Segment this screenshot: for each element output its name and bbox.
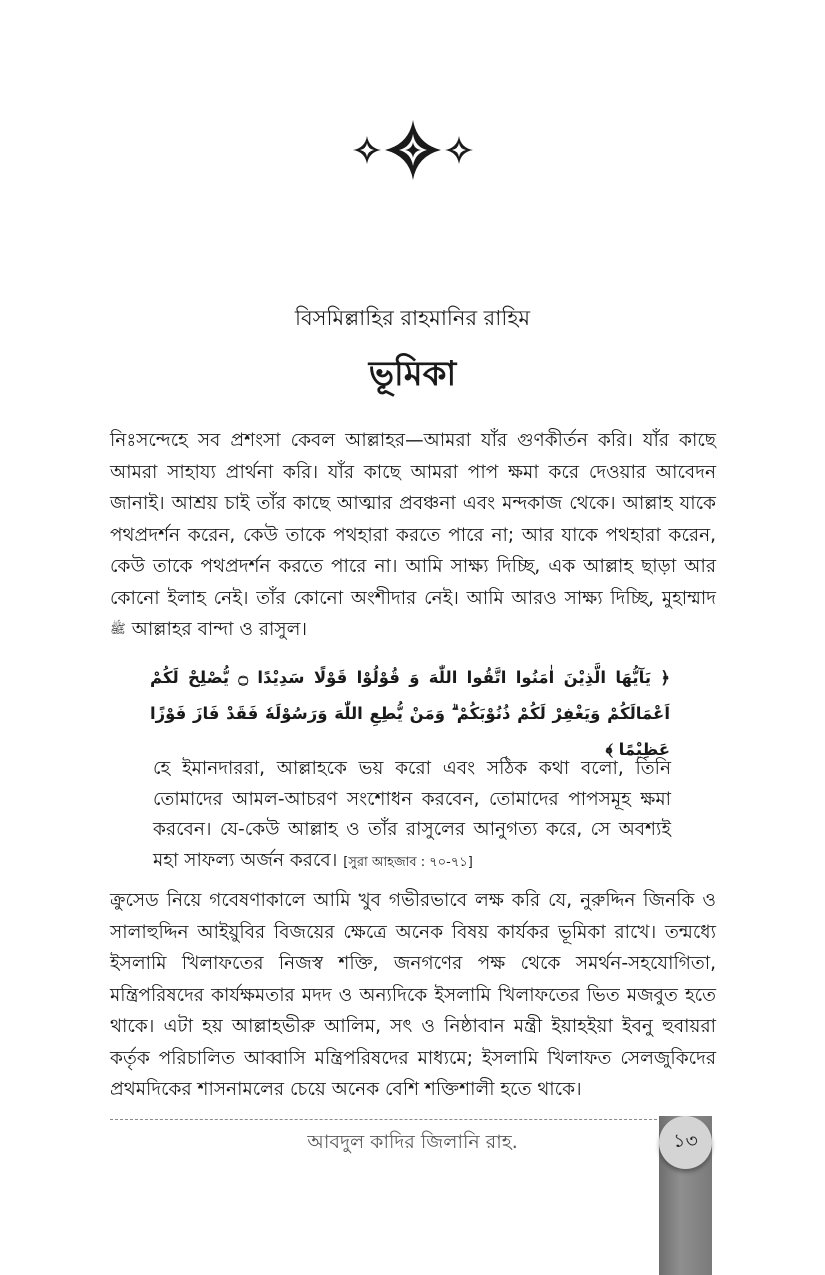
research-paragraph: ক্রুসেড নিয়ে গবেষণাকালে আমি খুব গভীরভাবে লক্ষ করি যে, নুরুদ্দিন জিনকি ও সালাহুদ্দিন আইয়ুবির বিজয়ের ক্ষেত্রে অনেক বিষয় কার্যকর ভূমিকা রাখে। তন্মধ্যে ইসলামি খিলাফতের নিজস্ব শক্তি, জনগণের পক্ষ থেকে সমর্থন-সহযোগিতা, মন্ত্রিপরিষদের কার্যক্ষমতার মদদ ও অন্যদিকে ইসলামি খিলাফতের ভিত মজবুত হতে থাকে। এটা হয় আল্লাহভীরু আলিম, সৎ ও নিষ্ঠাবান মন্ত্রী ইয়াহইয়া ইবনু হুবায়রা কর্তৃক পরিচালিত আব্বাসি মন্ত্রিপরিষদের মাধ্যমে; ইসলামি খিলাফত সেলজুকিদের প্রথমদিকের শাসনামলের চেয়ে অনেক বেশি শক্তিশালী হতে থাকে। bbox=[110, 890, 716, 1100]
arabic-verse: ﴿ يَآيُّهَا الَّذِيْنَ اٰمَنُوا اتَّقُوا اللّٰهَ وَ قُوْلُوْا قَوْلًا سَدِيْدًا ۝ يُّصْلِحْ لَكُمْ اَعْمَالَكُمْ وَيَغْفِرْ لَكُمْ ذُنُوْبَكُمْ ۗ وَمَنْ يُّطِعِ اللّٰهَ وَرَسُوْلَهٗ فَقَدْ فَازَ فَوْزًا عَظِيْمًا ﴾ bbox=[150, 668, 670, 759]
pbuh-symbol: ﷺ bbox=[110, 622, 126, 637]
intro-paragraph-text: নিঃসন্দেহে সব প্রশংসা কেবল আল্লাহর—আমরা যাঁর গুণকীর্তন করি। যাঁর কাছে আমরা সাহায্য প্রার্থনা করি। যাঁর কাছে আমরা পাপ ক্ষমা করে দেওয়ার আবেদন জানাই। আশ্রয় চাই তাঁর কাছে আত্মার প্রবঞ্চনা এবং মন্দকাজ থেকে। আল্লাহ যাকে পথপ্রদর্শন করেন, কেউ তাকে পথহারা করতে পারে না; আর যাকে পথহারা করেন, কেউ তাকে পথপ্রদর্শন করতে পারে না। আমি সাক্ষ্য দিচ্ছি, এক আল্লাহ ছাড়া আর কোনো ইলাহ নেই। তাঁর কোনো অংশীদার নেই। আমি আরও সাক্ষ্য দিচ্ছি, মুহাম্মাদ bbox=[110, 430, 716, 609]
page-title: ভূমিকা bbox=[368, 354, 457, 394]
intro-paragraph bbox=[110, 425, 716, 646]
footer-book-title: আবদুল কাদির জিলানি রাহ. bbox=[307, 1131, 518, 1153]
intro-paragraph-end: আল্লাহর বান্দা ও রাসুল। bbox=[131, 619, 308, 640]
page-number: ১৩ bbox=[659, 1116, 712, 1169]
bismillah-line: বিসমিল্লাহির রাহমানির রাহিম bbox=[294, 306, 531, 330]
verse-translation-text: হে ইমানদাররা, আল্লাহকে ভয় করো এবং সঠিক কথা বলো, তিনি তোমাদের আমল-আচরণ সংশোধন করবেন, তোমাদের পাপসমূহ ক্ষমা করবেন। যে-কেউ আল্লাহ ও তাঁর রাসুলের আনুগত্য করে, সে অবশ্যই মহা সাফল্য অর্জন করবে। bbox=[153, 758, 671, 871]
verse-reference: [সুরা আহজাব : ৭০-৭১] bbox=[343, 854, 473, 870]
four-point-star-ornament-icon bbox=[349, 118, 477, 182]
verse-translation bbox=[153, 754, 671, 878]
footer-divider bbox=[110, 1119, 672, 1120]
